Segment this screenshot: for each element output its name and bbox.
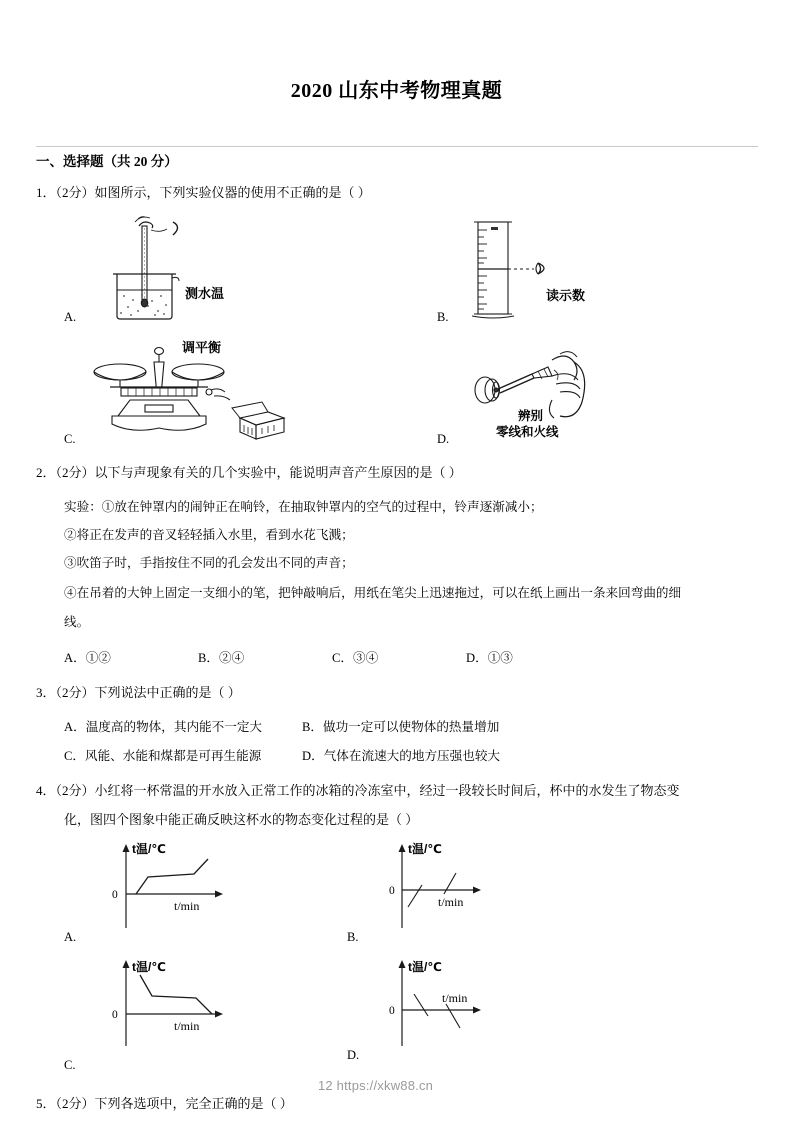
question-2-item-4-cont: 线。 — [64, 615, 90, 629]
option-label-1-b[interactable]: B. — [437, 310, 449, 324]
figure-caption-c: 调平衡 — [182, 340, 222, 355]
chart-d-xlabel: t/min — [442, 991, 468, 1005]
page-title: 2020 山东中考物理真题 — [290, 80, 503, 102]
question-1-stem: 1．（2分）如图所示，下列实验仪器的使用不正确的是（ ） — [36, 185, 371, 200]
chart-b-xlabel: t/min — [438, 895, 464, 909]
chart-d-two-falling-segments — [370, 958, 580, 1053]
option-label-1-c[interactable]: C. — [64, 432, 76, 446]
figure-test-pencil-hand — [460, 340, 640, 440]
chart-a-ylabel: t温/℃ — [132, 842, 166, 856]
figure-caption-b: 读示数 — [546, 288, 586, 303]
section-heading: 一、选择题（共 20 分） — [36, 154, 178, 169]
question-5-stem: 5．（2分）下列各选项中，完全正确的是（ ） — [36, 1096, 293, 1111]
question-2-option-b[interactable]: B．②④ — [198, 651, 245, 665]
question-3-option-c[interactable]: C．风能、水能和煤都是可再生能源 — [64, 749, 262, 763]
chart-a-origin-label: 0 — [112, 889, 118, 901]
figure-graduated-cylinder — [460, 212, 640, 322]
question-2-option-c[interactable]: C．③④ — [332, 651, 379, 665]
question-2-item-4: ④在吊着的大钟上固定一支细小的笔，把钟敲响后，用纸在笔尖上迅速拖过，可以在纸上画出一条来回弯曲的细 — [64, 586, 682, 600]
chart-b-ylabel: t温/℃ — [408, 842, 442, 856]
question-3-option-b[interactable]: B．做功一定可以使物体的热量增加 — [302, 720, 500, 734]
question-2-option-d[interactable]: D．①③ — [466, 651, 513, 665]
chart-a-xlabel: t/min — [174, 899, 200, 913]
question-2-item-3: ③吹笛子时，手指按住不同的孔会发出不同的声音； — [64, 556, 354, 570]
question-2-item-2: ②将正在发声的音叉轻轻插入水里，看到水花飞溅； — [64, 528, 354, 542]
chart-b-origin-label: 0 — [389, 885, 395, 897]
chart-c-origin-label: 0 — [112, 1009, 118, 1021]
figure-thermometer-beaker — [95, 212, 265, 322]
chart-c-fall-plateau-fall — [90, 958, 300, 1053]
figure-caption-d-line2: 零线和火线 — [496, 425, 559, 439]
question-3-option-d[interactable]: D．气体在流速大的地方压强也较大 — [302, 749, 501, 763]
site-watermark: 12 https://xkw88.cn — [318, 1078, 434, 1093]
chart-d-origin-label: 0 — [389, 1005, 395, 1017]
question-3-stem: 3．（2分）下列说法中正确的是（ ） — [36, 685, 241, 700]
question-4-stem-line2: 化，图四个图象中能正确反映这杯水的物态变化过程的是（ ） — [64, 812, 419, 827]
option-label-4-b[interactable]: B. — [347, 930, 359, 944]
chart-c-xlabel: t/min — [174, 1019, 200, 1033]
chart-b-two-rising-segments — [370, 840, 580, 935]
question-2-item-1: 实验：①放在钟罩内的闹钟正在响铃，在抽取钟罩内的空气的过程中，铃声逐渐减小； — [64, 500, 543, 514]
question-3-option-a[interactable]: A．温度高的物体，其内能不一定大 — [64, 720, 263, 734]
question-4-stem-line1: 4．（2分）小红将一杯常温的开水放入正常工作的冰箱的冷冻室中，经过一段较长时间后，杯中的水发生了物态变 — [36, 783, 680, 798]
question-2-stem: 2．（2分）以下与声现象有关的几个实验中，能说明声音产生原因的是（ ） — [36, 465, 462, 480]
figure-caption-a: 测水温 — [185, 286, 225, 301]
chart-a-rise-plateau-rise — [90, 840, 300, 935]
option-label-4-d[interactable]: D. — [347, 1048, 360, 1062]
option-label-4-a[interactable]: A. — [64, 930, 77, 944]
option-label-4-c[interactable]: C. — [64, 1058, 76, 1072]
figure-balance-scale — [90, 340, 290, 445]
figure-caption-d-line1: 辨别 — [518, 409, 544, 423]
chart-c-ylabel: t温/℃ — [132, 960, 166, 974]
chart-d-ylabel: t温/℃ — [408, 960, 442, 974]
question-2-option-a[interactable]: A．①② — [64, 651, 111, 665]
section-divider — [36, 146, 758, 147]
option-label-1-a[interactable]: A. — [64, 310, 77, 324]
option-label-1-d[interactable]: D. — [437, 432, 450, 446]
